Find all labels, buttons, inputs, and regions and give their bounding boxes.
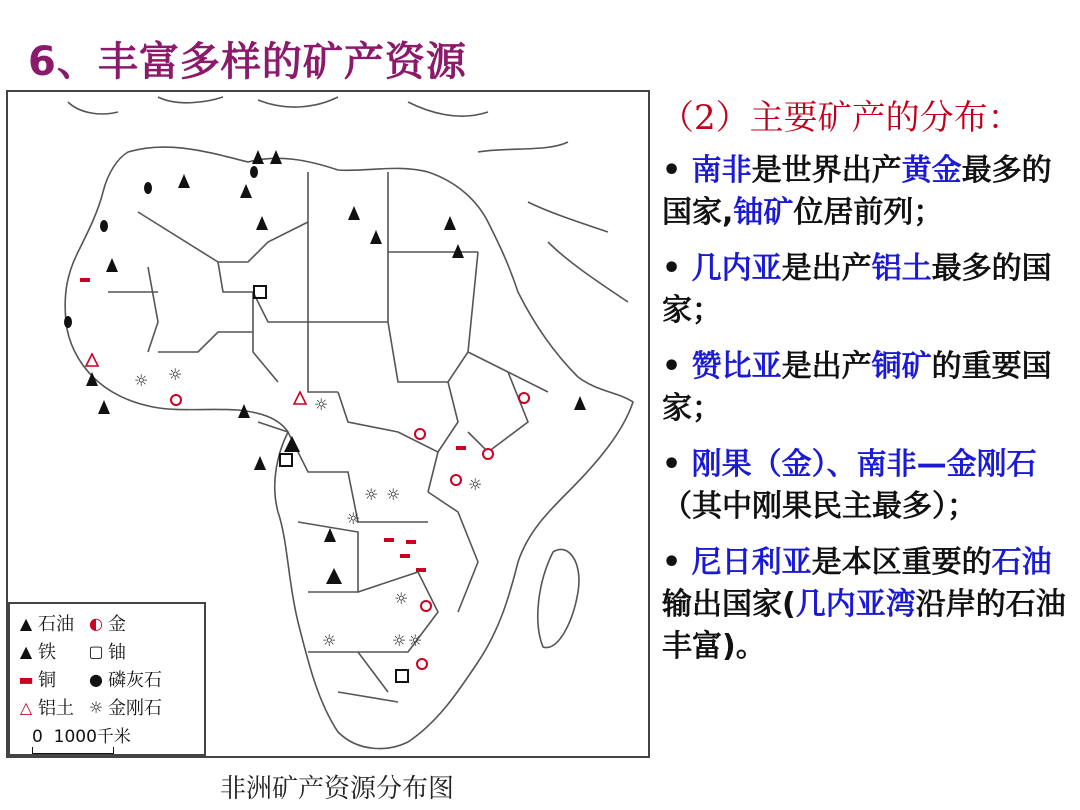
diamond-icon: ☼: [88, 697, 104, 717]
oil-symbol: [452, 244, 464, 258]
uranium-icon: ▢: [88, 641, 104, 661]
bullet-guinea: • 几内亚是出产铝土最多的国家；: [662, 251, 1052, 328]
oil-symbol: [240, 184, 252, 198]
iron-symbol: [284, 436, 300, 452]
oil-symbol: [348, 206, 360, 220]
oil-symbol: [106, 258, 118, 272]
oil-icon: ▲: [19, 613, 33, 633]
oil-symbol: [98, 400, 110, 414]
bullet-list: [662, 150, 1080, 682]
legend-gold: 金: [108, 614, 126, 635]
uranium-symbol: [396, 670, 408, 682]
diamond-symbol: ☼: [364, 485, 379, 504]
bullet-zambia: • 赞比亚是出产铜矿的重要国家；: [662, 349, 1052, 426]
phosphate-symbol: [144, 182, 152, 194]
section-heading: （2）主要矿产的分布：: [660, 98, 1022, 138]
copper-symbol: [416, 568, 426, 572]
uranium-symbol: [254, 286, 266, 298]
legend-row: [16, 610, 126, 636]
gold-icon: ◐: [89, 613, 103, 633]
legend-row: [16, 638, 126, 664]
legend-iron: 铁: [38, 642, 56, 663]
copper-symbol: [456, 446, 466, 450]
gold-symbol: [417, 659, 427, 669]
iron-symbol: [326, 568, 342, 584]
bullet-diamond: • 刚果（金）、南非—金刚石（其中刚果民主最多）；: [662, 447, 1037, 524]
copper-symbol: [80, 278, 90, 282]
oil-symbol: [252, 150, 264, 164]
bauxite-icon: △: [19, 697, 33, 717]
diamond-symbol: ☼: [314, 395, 329, 414]
bauxite-symbol: [86, 354, 98, 366]
oil-symbol: [270, 150, 282, 164]
oil-symbol: [370, 230, 382, 244]
copper-symbol: [406, 540, 416, 544]
legend-row: [16, 694, 162, 720]
oil-symbol: [86, 372, 98, 386]
oil-symbol: [324, 528, 336, 542]
copper-icon: ▬: [18, 669, 34, 689]
map-scale: [32, 722, 131, 754]
diamond-symbol: ☼: [394, 589, 409, 608]
iron-icon: ▲: [19, 641, 33, 661]
gold-symbol: [519, 393, 529, 403]
diamond-symbol: ☼: [134, 371, 149, 390]
legend-row: [16, 666, 162, 692]
diamond-symbol: ☼: [168, 365, 183, 384]
copper-symbol: [400, 554, 410, 558]
diamond-symbol: ☼: [468, 475, 483, 494]
bullet-nigeria: • 尼日利亚是本区重要的石油输出国家(几内亚湾沿岸的石油丰富)。: [662, 545, 1066, 664]
scale-bar: [32, 747, 114, 754]
phosphate-symbol: [250, 166, 258, 178]
uranium-symbol: [280, 454, 292, 466]
page-title: 6、丰富多样的矿产资源: [28, 39, 467, 85]
bullet-south-africa: • 南非是世界出产黄金最多的国家,铀矿位居前列；: [662, 153, 1052, 230]
oil-symbol: [238, 404, 250, 418]
legend-phosphate: 磷灰石: [108, 670, 162, 691]
legend-bauxite: 铝土: [38, 698, 74, 719]
gold-symbol: [451, 475, 461, 485]
oil-symbol: [574, 396, 586, 410]
oil-symbol: [254, 456, 266, 470]
legend-uranium: 铀: [108, 642, 126, 663]
scale-label: 0 1000千米: [32, 727, 131, 747]
phosphate-symbol: [64, 316, 72, 328]
legend-diamond: 金刚石: [108, 698, 162, 719]
oil-symbol: [444, 216, 456, 230]
gold-symbol: [415, 429, 425, 439]
diamond-symbol: ☼: [392, 631, 407, 650]
oil-symbol: [178, 174, 190, 188]
copper-symbol: [384, 538, 394, 542]
bauxite-symbol: [294, 392, 306, 404]
diamond-symbol: ☼: [408, 631, 423, 650]
map-legend: [8, 602, 206, 756]
oil-symbol: [256, 216, 268, 230]
map-caption: 非洲矿产资源分布图: [220, 774, 455, 804]
diamond-symbol: ☼: [322, 631, 337, 650]
gold-symbol: [421, 601, 431, 611]
legend-copper: 铜: [38, 670, 56, 691]
gold-symbol: [483, 449, 493, 459]
gold-symbol: [171, 395, 181, 405]
phosphate-icon: ●: [89, 669, 103, 689]
diamond-symbol: ☼: [346, 509, 361, 528]
legend-oil: 石油: [38, 614, 74, 635]
diamond-symbol: ☼: [386, 485, 401, 504]
phosphate-symbol: [100, 220, 108, 232]
